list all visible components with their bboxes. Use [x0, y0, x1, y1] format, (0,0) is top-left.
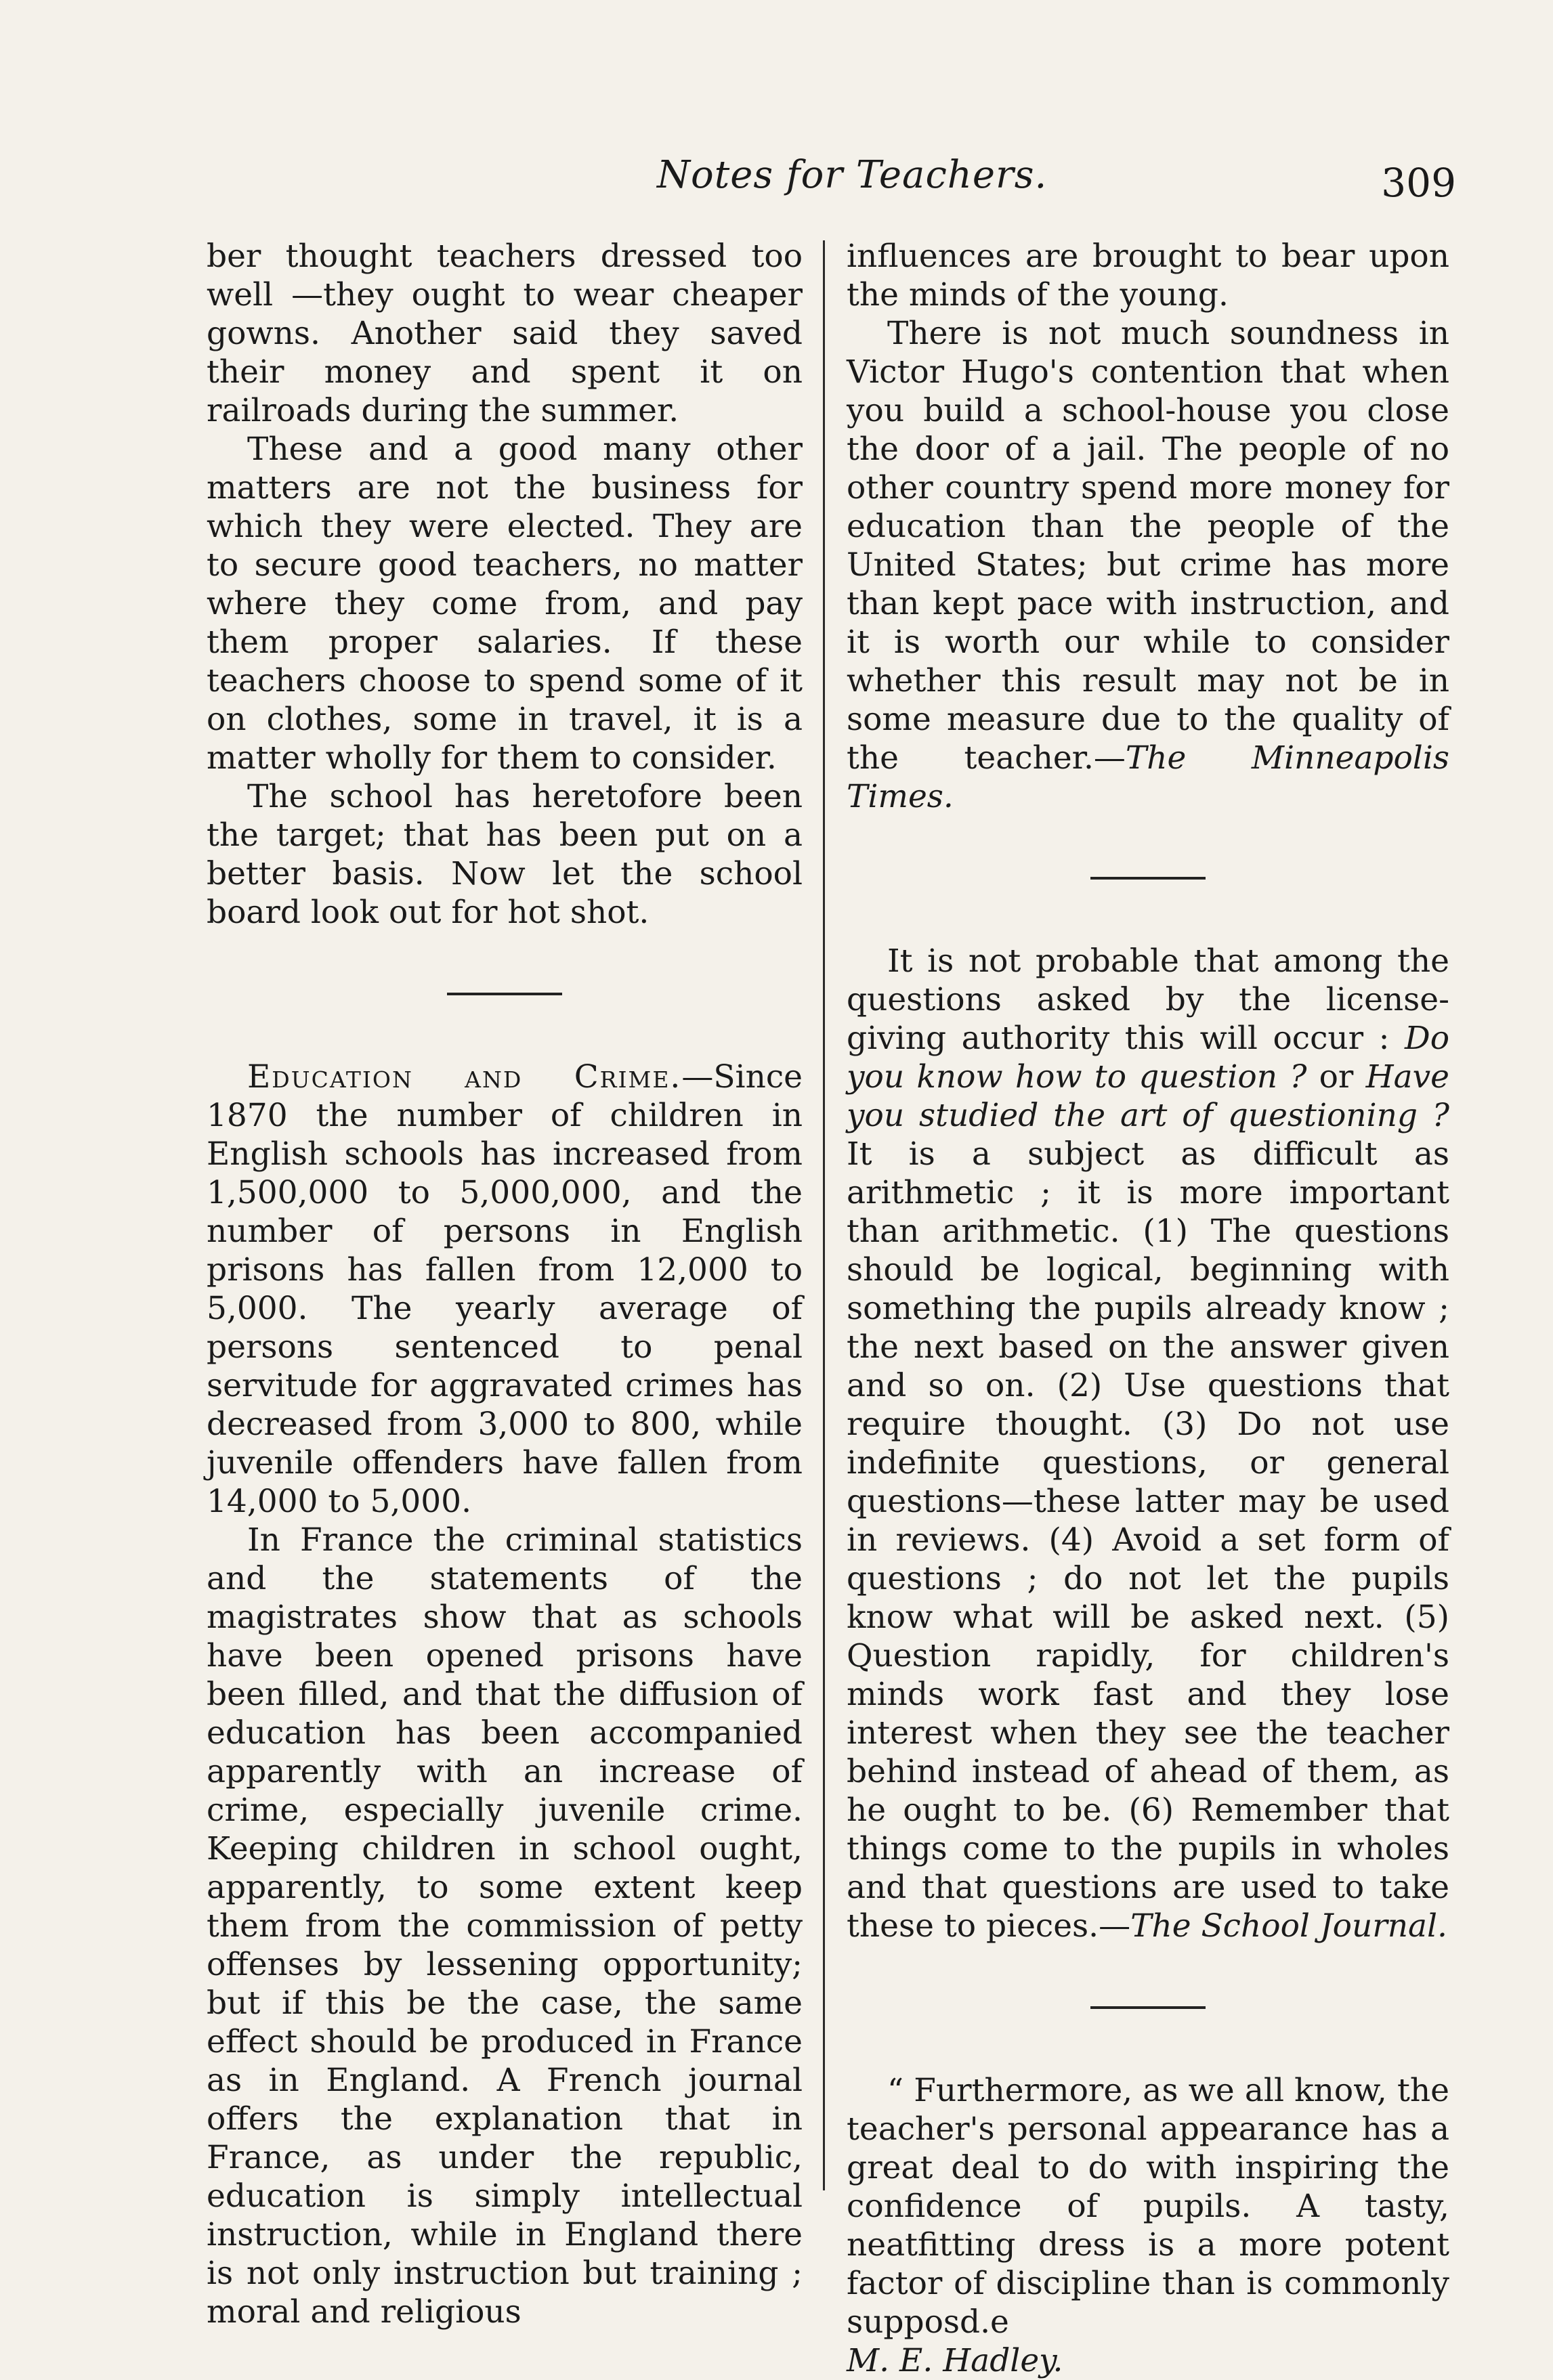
paragraph-text: or — [1306, 1058, 1366, 1096]
column-divider — [823, 240, 825, 2190]
section-separator — [1090, 2006, 1206, 2009]
article-paragraph — [207, 1058, 803, 1521]
section-separator — [447, 993, 562, 995]
page-header — [210, 148, 1456, 209]
paragraph-text: It is not probable that among the questions asked by the license-giving authority this will occur : — [847, 943, 1449, 1057]
paragraph: These and a good many other matters are not the business for which they were elected. They are to secure good teachers, no matter where they come from, and pay them proper salaries. If these teachers choose to spend some of it on clothes, some in travel, it is a matter wholly for them to consider. — [207, 431, 803, 777]
article-title: Education and Crime. — [247, 1058, 682, 1096]
left-column — [207, 237, 803, 2331]
quote-text: “ Furthermore, as we all know, the teacher's personal appearance has a great deal to do with inspiring the confidence of pupils. A tasty, neatfitting dress is a more potent factor of discipline than is commonly supposd.e — [847, 2072, 1449, 2341]
questioning-paragraph — [847, 942, 1449, 1945]
right-column — [847, 237, 1449, 2380]
section-separator — [1090, 877, 1206, 880]
running-head: Notes for Teachers. — [657, 153, 1048, 197]
page-number: 309 — [1381, 160, 1456, 206]
italic-question: Do you know how to question ? — [847, 1020, 1449, 1096]
italic-question: Have you studied the art of questioning ? — [847, 1058, 1449, 1134]
quote-author: M. E. Hadley. — [847, 2342, 1063, 2379]
paragraph: The school has heretofore been the target; that has been put on a better basis. Now let the school board look out for hot shot. — [207, 778, 803, 931]
paragraph — [847, 314, 1449, 816]
paragraph-text: It is a subject as difficult as arithmetic ; it is more important than arithmetic. (1) The questions should be logical, beginning with something the pupils already know ; the next based on the answer given and so on. (2) Use questions that require thought. (3) Do not use indefinite questions, or general questions—these latter may be used in reviews. (4) Avoid a set form of questions ; do not let the pupils know what will be asked next. (5) Question rapidly, for children's minds work fast and they lose interest when they see the teacher behind instead of ahead of them, as he ought to be. (6) Remember that things come to the pupils in wholes and that questions are used to take these to pieces.— — [847, 1135, 1449, 1945]
paragraph: In France the criminal statistics and the statements of the magistrates show that as schools have been opened prisons have been filled, and that the diffusion of education has been accompanied apparently with an increase of crime, especially juvenile crime. Keeping children in school ought, apparently, to some extent keep them from the commission of petty offenses by lessening opportunity; but if this be the case, the same effect should be produced in France as in England. A French journal offers the explanation that in France, as under the republic, education is simply intellectual instruction, while in England there is not only instruction but training ; moral and religious — [207, 1521, 803, 2331]
paragraph-text: There is not much soundness in Victor Hugo's contention that when you build a school-house you close the door of a jail. The people of no other country spend more money for education than the people of the United States; but crime has more than kept pace with instruction, and it is worth our while to consider whether this result may not be in some measure due to the quality of the teacher.— — [847, 315, 1449, 777]
article-text: —Since 1870 the number of children in English schools has increased from 1,500,000 to 5,000,000, and the number of persons in English prisons has fallen from 12,000 to 5,000. The yearly average of persons sentenced to penal servitude for aggravated crimes has decreased from 3,000 to 800, while juvenile offenders have fallen from 14,000 to 5,000. — [207, 1058, 803, 1520]
source-citation: The School Journal. — [1130, 1907, 1447, 1945]
source-citation: The Minneapolis Times. — [847, 739, 1449, 815]
paragraph: ber thought teachers dressed too well —they ought to wear cheaper gowns. Another said they saved their money and spent it on railroads during the summer. — [207, 238, 803, 429]
paragraph: influences are brought to bear upon the minds of the young. — [847, 238, 1449, 313]
quote-paragraph — [847, 2071, 1449, 2380]
